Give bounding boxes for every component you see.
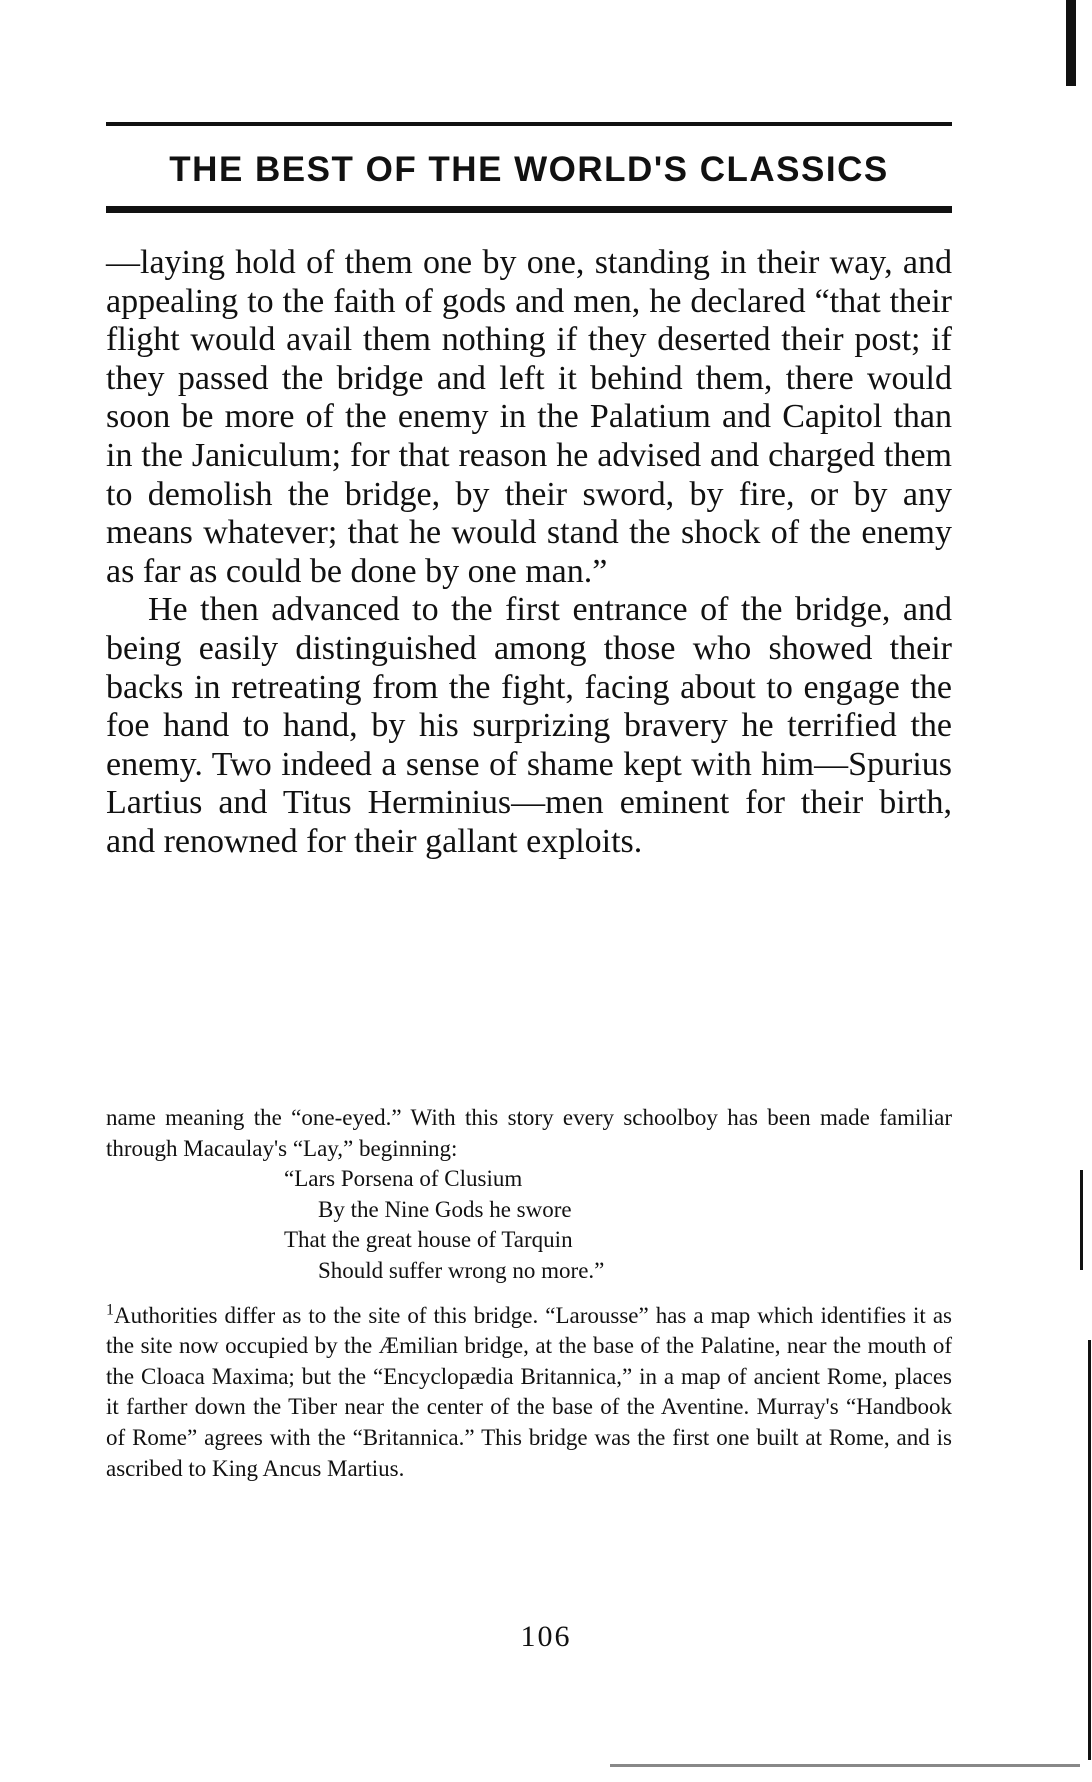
footnotes xyxy=(106,1103,952,1484)
scan-edge-mark xyxy=(610,1764,1080,1767)
page-number: 106 xyxy=(520,1620,572,1653)
paragraph-2: He then advanced to the first entrance of the bridge, and being easily distinguished among those who showed their backs in retreating from the fight, facing about to engage the foe hand to hand, by his surprizing bravery he terrified the enemy. Two indeed a sense of shame kept with him—Spurius Lartius and Titus Herminius—men eminent for their birth, and renowned for their gallant exploits. xyxy=(106,591,952,860)
verse-line: That the great house of Tarquin xyxy=(284,1227,573,1253)
scan-edge-mark xyxy=(1066,0,1076,86)
top-rule xyxy=(106,122,952,126)
running-head-block xyxy=(106,122,952,213)
verse-line: Should suffer wrong no more.” xyxy=(318,1257,605,1283)
main-text xyxy=(106,244,952,862)
scan-edge-mark xyxy=(1080,1170,1083,1270)
footnote-bridge-text: Authorities differ as to the site of this bridge. “Larousse” has a map which identifies it as the site now occupied by the Æmilian bridge, at the base of the Palatine, near the mouth of the Cloaca Maxima; but the “Encyclopædia Britannica,” in a map of ancient Rome, places it farther down the Tiber near the center of the base of the Aventine. Murray's “Handbook of Rome” agrees with the “Britannica.” This bridge was the first one built at Rome, and is ascribed to King Ancus Martius. xyxy=(106,1302,952,1481)
verse-quotation xyxy=(284,1164,952,1286)
paragraph-1: —laying hold of them one by one, standing in their way, and appealing to the faith of gods and men, he declared “that their flight would avail them nothing if they deserted their post; if they passed the bridge and left it behind them, there would soon be more of the enemy in the Palatium and Capitol than in the Janiculum; for that reason he advised and charged them to demolish the bridge, by their sword, by fire, or by any means whatever; that he would stand the shock of the enemy as far as could be done by one man.” xyxy=(106,244,952,590)
footnote-marker: 1 xyxy=(106,1300,114,1318)
footnote-continuation: name meaning the “one-eyed.” With this story every schoolboy has been made familiar through Macaulay's “Lay,” beginning: xyxy=(106,1105,952,1161)
verse-line: “Lars Porsena of Clusium xyxy=(284,1166,523,1192)
running-head: THE BEST OF THE WORLD'S CLASSICS xyxy=(169,150,889,189)
footnote-bridge xyxy=(106,1301,952,1485)
scan-edge-mark xyxy=(1088,1340,1091,1760)
header-rule xyxy=(106,206,952,213)
verse-line: By the Nine Gods he swore xyxy=(318,1196,572,1222)
